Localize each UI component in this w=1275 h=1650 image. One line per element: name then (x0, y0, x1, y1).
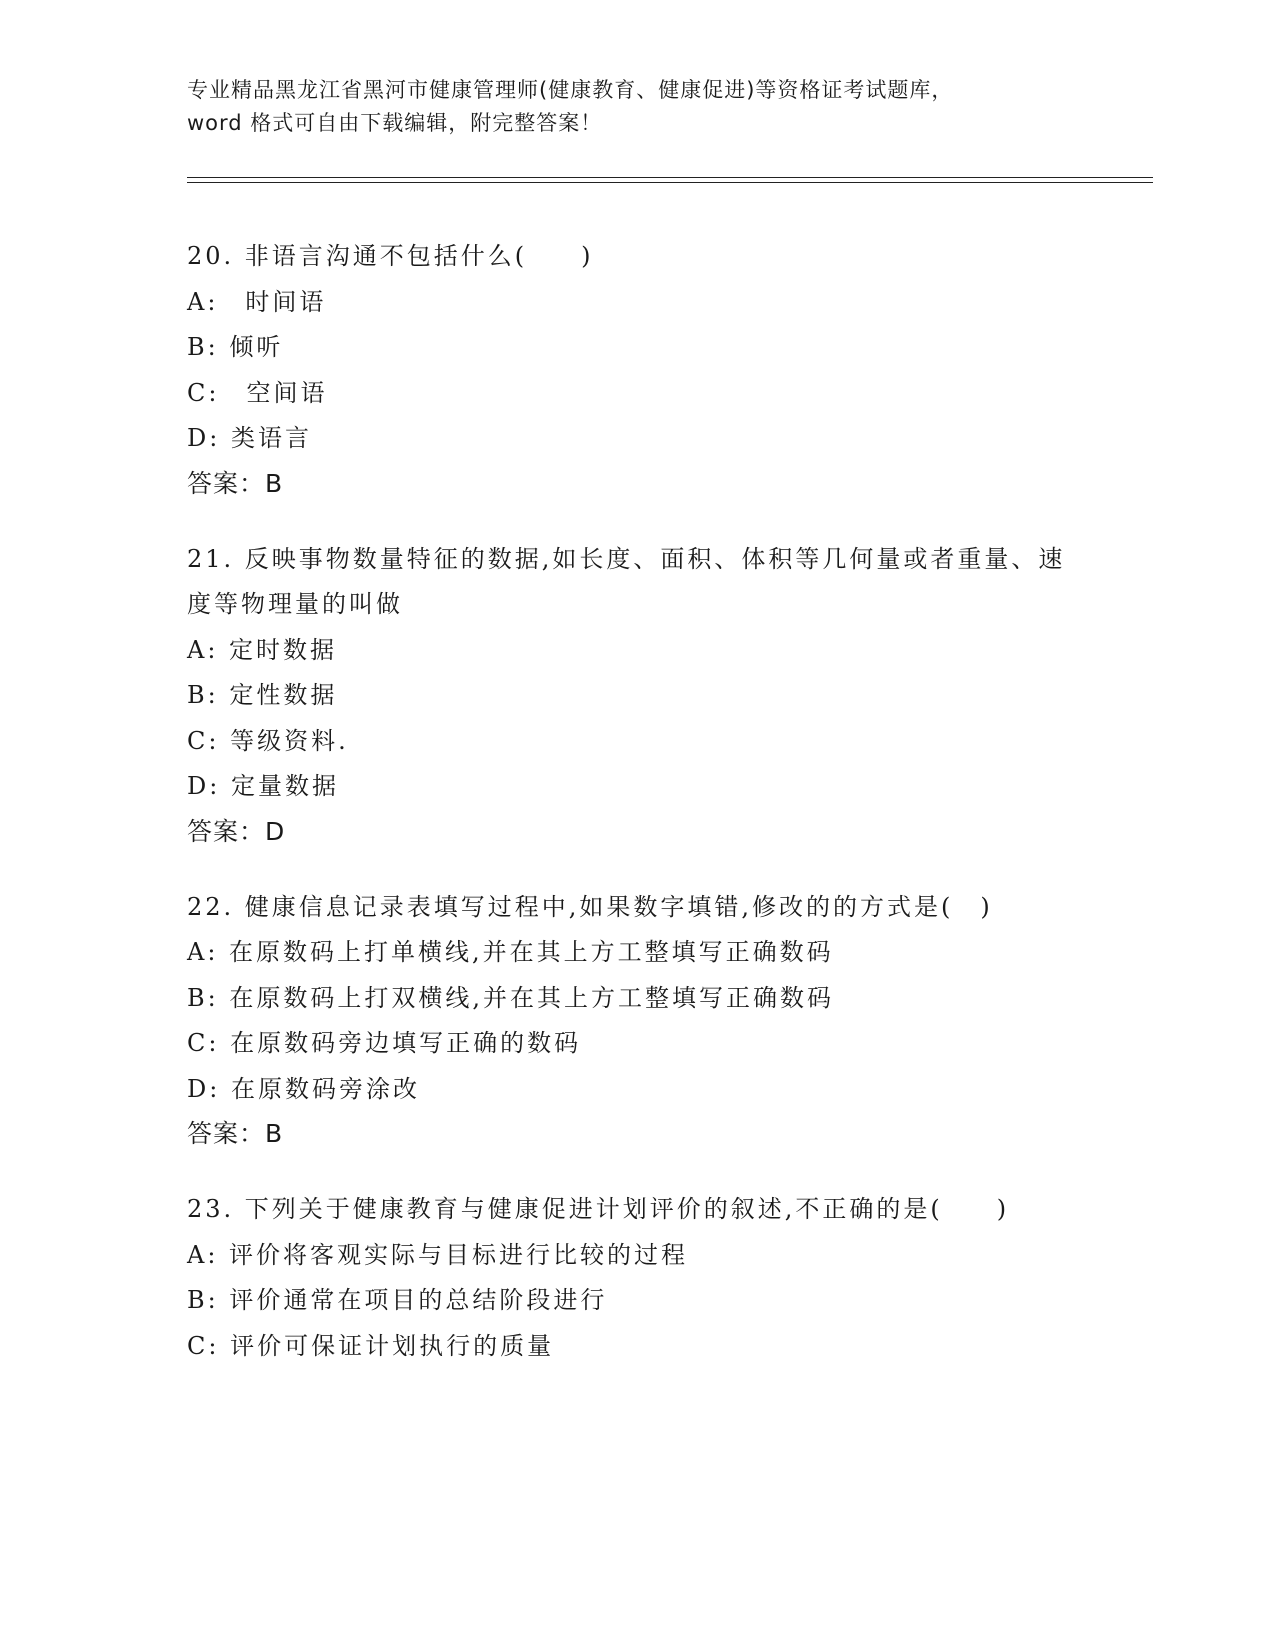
option-a: A: 在原数码上打单横线,并在其上方工整填写正确数码 (187, 938, 834, 966)
option-c: C: 评价可保证计划执行的质量 (187, 1331, 555, 1360)
option-c: C: 空间语 (187, 378, 328, 407)
option-c: C: 在原数码旁边填写正确的数码 (187, 1029, 582, 1057)
header-divider-bottom (187, 182, 1153, 183)
option-d: D: 在原数码旁涂改 (187, 1074, 420, 1103)
option-b: B: 定性数据 (187, 681, 338, 709)
option-a: A: 时间语 (187, 287, 327, 316)
answer: 答案：B (187, 468, 284, 498)
question-23 (187, 1187, 1087, 1369)
question-list (187, 234, 1087, 1400)
question-stem: 22. 健康信息记录表填写过程中,如果数字填错,修改的的方式是( ) (187, 892, 993, 921)
option-c: C: 等级资料. (187, 726, 349, 755)
option-b: B: 倾听 (187, 333, 284, 361)
header-line-1: 专业精品黑龙江省黑河市健康管理师(健康教育、健康促进)等资格证考试题库， (187, 78, 954, 102)
question-22 (187, 885, 1087, 1157)
header-line-2: word 格式可自由下载编辑，附完整答案！ (187, 111, 603, 135)
option-a: A: 评价将客观实际与目标进行比较的过程 (187, 1240, 689, 1269)
option-b: B: 在原数码上打双横线,并在其上方工整填写正确数码 (187, 983, 834, 1012)
question-stem: 20. 非语言沟通不包括什么( ) (187, 242, 594, 270)
option-d: D: 定量数据 (187, 772, 339, 800)
option-a: A: 定时数据 (187, 635, 338, 664)
answer: 答案：D (187, 816, 286, 846)
option-d: D: 类语言 (187, 424, 312, 452)
question-stem: 23. 下列关于健康教育与健康促进计划评价的叙述,不正确的是( ) (187, 1195, 1010, 1223)
option-b: B: 评价通常在项目的总结阶段进行 (187, 1286, 608, 1314)
header-divider-top (187, 177, 1153, 178)
answer: 答案：B (187, 1119, 284, 1148)
question-21 (187, 537, 1087, 854)
question-stem: 21. 反映事物数量特征的数据,如长度、面积、体积等几何量或者重量、速度等物理量的叫做 (187, 544, 1066, 618)
question-20 (187, 234, 1087, 506)
document-header (187, 74, 1117, 140)
